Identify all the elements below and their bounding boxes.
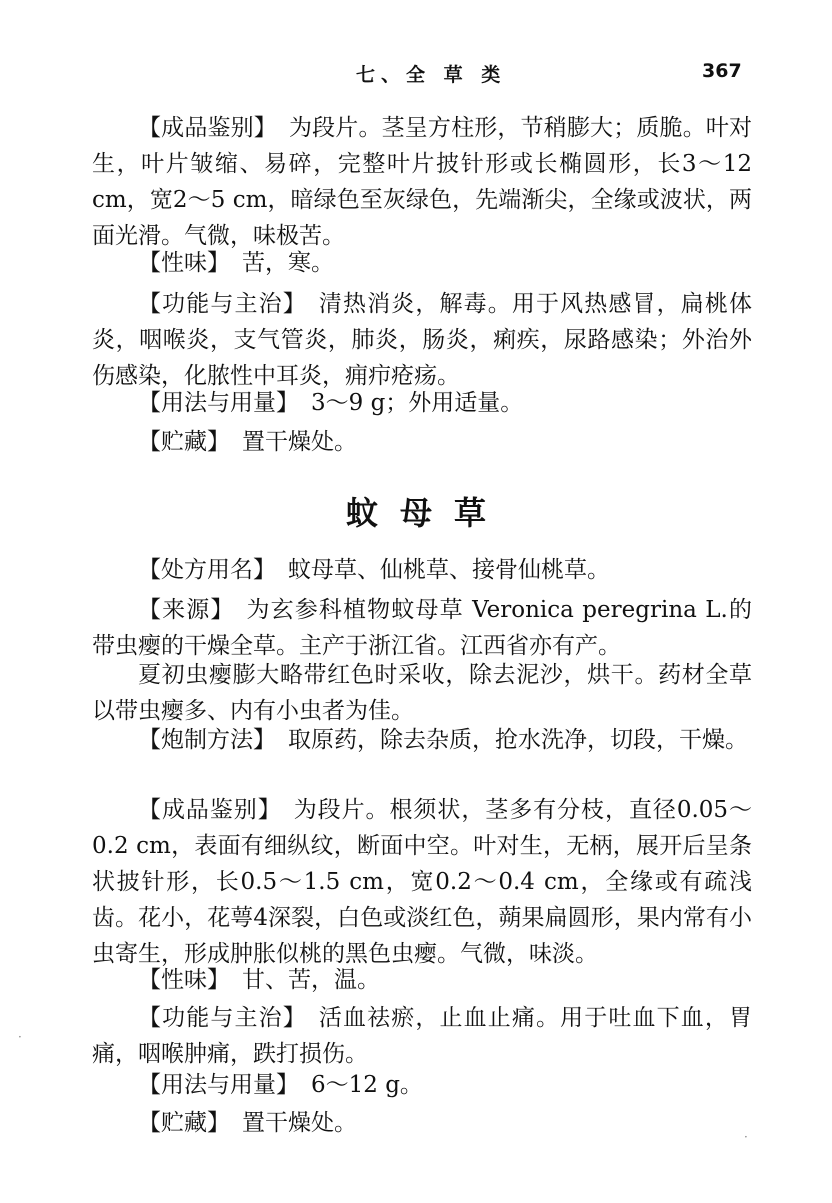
s1-dosage-paragraph — [92, 385, 752, 421]
s2-function-label: 【功能与主治】 — [138, 1005, 307, 1031]
s2-function-paragraph — [92, 1000, 752, 1072]
s2-function-text: 活血祛瘀，止血止痛。用于吐血下血，胃痛，咽喉肿痛，跌打损伤。 — [92, 1005, 752, 1067]
s2-source-text: 为玄参科植物蚊母草 Veronica peregrina L.的带虫瘿的干燥全草。主产于浙江省。江西省亦有产。 — [92, 597, 752, 659]
s2-harvest-text: 夏初虫瘿膨大略带红色时采收，除去泥沙，烘干。药材全草以带虫瘿多、内有小虫者为佳。 — [92, 662, 752, 724]
s1-function-paragraph — [92, 286, 752, 394]
s1-identification-label: 【成品鉴别】 — [138, 115, 277, 141]
scan-speck: · — [744, 1130, 748, 1144]
s2-processing-paragraph — [92, 722, 752, 758]
s1-function-label: 【功能与主治】 — [138, 291, 307, 317]
s2-storage-label: 【贮藏】 — [138, 1110, 230, 1136]
s2-nature-text: 甘、苦，温。 — [242, 967, 380, 993]
s2-identification-paragraph — [92, 792, 752, 972]
s1-storage-text: 置干燥处。 — [242, 429, 357, 455]
s2-identification-text: 为段片。根须状，茎多有分枝，直径0.05～0.2 cm，表面有细纵纹，断面中空。叶对生，无柄，展开后呈条状披针形，长0.5～1.5 cm，宽0.2～0.4 cm，全缘或有疏浅齿。花小，花萼4深裂，白色或淡红色，蒴果扁圆形，果内常有小虫寄生，形成肿胀似桃的黑色虫瘿。气微，味淡。 — [92, 797, 752, 967]
herb-title: 蚊母草 — [345, 494, 508, 532]
chapter-heading: 七、全 草 类 — [356, 64, 507, 86]
s2-dosage-label: 【用法与用量】 — [138, 1072, 299, 1098]
s2-source-paragraph — [92, 592, 752, 664]
s1-identification-text: 为段片。茎呈方柱形，节稍膨大；质脆。叶对生，叶片皱缩、易碎，完整叶片披针形或长椭圆形，长3～12 cm，宽2～5 cm，暗绿色至灰绿色，先端渐尖，全缘或波状，两面光滑。气微，味极苦。 — [92, 115, 753, 249]
s1-dosage-label: 【用法与用量】 — [138, 390, 299, 416]
scan-speck: · — [18, 1030, 22, 1044]
s2-identification-label: 【成品鉴别】 — [138, 797, 282, 823]
s1-nature-label: 【性味】 — [138, 250, 230, 276]
s1-storage-label: 【贮藏】 — [138, 429, 230, 455]
s2-source-label: 【来源】 — [138, 597, 235, 623]
s1-identification-paragraph — [92, 110, 752, 254]
s2-nature-label: 【性味】 — [138, 967, 230, 993]
s2-dosage-text: 6～12 g。 — [311, 1072, 423, 1098]
s2-processing-label: 【炮制方法】 — [138, 727, 276, 753]
running-header — [0, 60, 832, 94]
s2-harvest-paragraph — [92, 657, 752, 729]
s2-names-paragraph — [92, 552, 752, 588]
s2-storage-text: 置干燥处。 — [242, 1110, 357, 1136]
s1-storage-paragraph — [92, 424, 752, 460]
s2-names-label: 【处方用名】 — [138, 557, 276, 583]
page-number: 367 — [702, 60, 742, 82]
s1-dosage-text: 3～9 g；外用适量。 — [311, 390, 524, 416]
s1-nature-paragraph — [92, 245, 752, 281]
s2-storage-paragraph — [92, 1105, 752, 1141]
s2-dosage-paragraph — [92, 1067, 752, 1103]
s2-processing-text: 取原药，除去杂质，抢水洗净，切段，干燥。 — [288, 727, 748, 753]
s2-names-text: 蚊母草、仙桃草、接骨仙桃草。 — [288, 557, 610, 583]
s1-function-text: 清热消炎，解毒。用于风热感冒，扁桃体炎，咽喉炎，支气管炎，肺炎，肠炎，痢疾，尿路感染；外治外伤感染，化脓性中耳炎，痈疖疮疡。 — [92, 291, 752, 389]
s2-nature-paragraph — [92, 962, 752, 998]
s1-nature-text: 苦，寒。 — [242, 250, 334, 276]
